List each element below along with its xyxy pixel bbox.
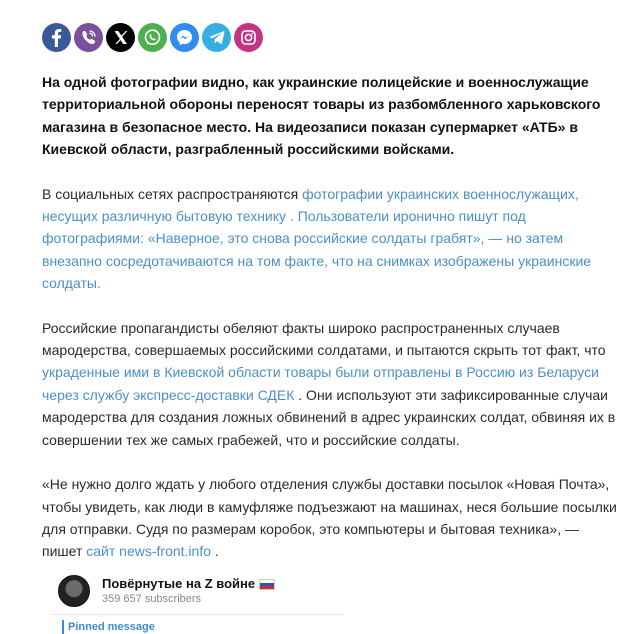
paragraph-text: . — [211, 543, 219, 560]
paragraph-text: . Они используют эти зафиксированные случаи мародерства для создания ложных обвинений в адрес украинских солдат, обвиняя их в совершении тех же самых грабежей, что и российские солдаты. — [42, 386, 616, 448]
x-icon — [106, 23, 135, 52]
paragraph-text: В социальных сетях распространяются — [42, 185, 303, 202]
photos-ukrainian-soldiers-link[interactable]: фотографии украинских военнослужащих, несущих различную бытовую технику . Пользователи иронично пишут под фотографиями: «Наверное, это снова российские солдаты грабят», — но затем внезапно сосредотачиваются на том факте, что на снимках изображены украинские солдаты. — [42, 185, 592, 292]
facebook-icon — [42, 23, 71, 52]
x-share-button[interactable] — [106, 23, 135, 52]
article-paragraph-3 — [42, 473, 622, 563]
pinned-message-label: Pinned message — [68, 621, 155, 633]
channel-name[interactable]: Повёрнутые на Z войне — [102, 576, 256, 591]
pinned-message[interactable] — [62, 620, 344, 634]
channel-info — [102, 576, 275, 606]
russian-flag-icon — [259, 579, 275, 590]
channel-avatar[interactable] — [58, 575, 90, 607]
news-front-link[interactable]: сайт news-front.info — [86, 543, 211, 560]
paragraph-text: «Не нужно долго ждать у любого отделения службы доставки посылок «Новая Почта», чтобы увидеть, как люди в камуфляже подъезжают на машинах, неся большие посылки для отправки. Судя по размерам коробок, это компьютеры и бытовая техника», — пишет — [42, 476, 617, 560]
channel-header — [52, 569, 344, 607]
telegram-embed[interactable] — [52, 569, 344, 634]
subscriber-count: 359 657 subscribers — [102, 593, 202, 605]
telegram-icon — [202, 23, 231, 52]
messenger-icon — [170, 23, 199, 52]
facebook-share-button[interactable] — [42, 23, 71, 52]
telegram-share-button[interactable] — [202, 23, 231, 52]
instagram-icon — [234, 23, 263, 52]
article-lead: На одной фотографии видно, как украинские полицейские и военнослужащие территориальной обороны переносят товары из разбомбленного харьковского магазина в безопасное место. На видеозаписи показан супермаркет «АТБ» в Киевской области, разграбленный российскими войсками. — [42, 74, 601, 158]
stolen-goods-cdek-link[interactable]: украденные ими в Киевской области товары были отправлены в Россию из Беларуси через службу экспресс-доставки СДЕК — [42, 364, 599, 403]
messenger-share-button[interactable] — [170, 23, 199, 52]
whatsapp-icon — [138, 23, 167, 52]
viber-share-button[interactable] — [74, 23, 103, 52]
viber-icon — [74, 23, 103, 52]
share-bar — [42, 23, 263, 52]
whatsapp-share-button[interactable] — [138, 23, 167, 52]
paragraph-text: Российские пропагандисты обеляют факты широко распространенных случаев мародерства, совершаемых российскими солдатами, и пытаются скрыть тот факт, что — [42, 319, 606, 359]
embed-divider — [52, 614, 344, 615]
article-paragraph-2 — [42, 317, 622, 451]
channel-name-row — [102, 576, 275, 592]
article-paragraph-1 — [42, 183, 622, 295]
article-body — [42, 71, 622, 563]
instagram-share-button[interactable] — [234, 23, 263, 52]
